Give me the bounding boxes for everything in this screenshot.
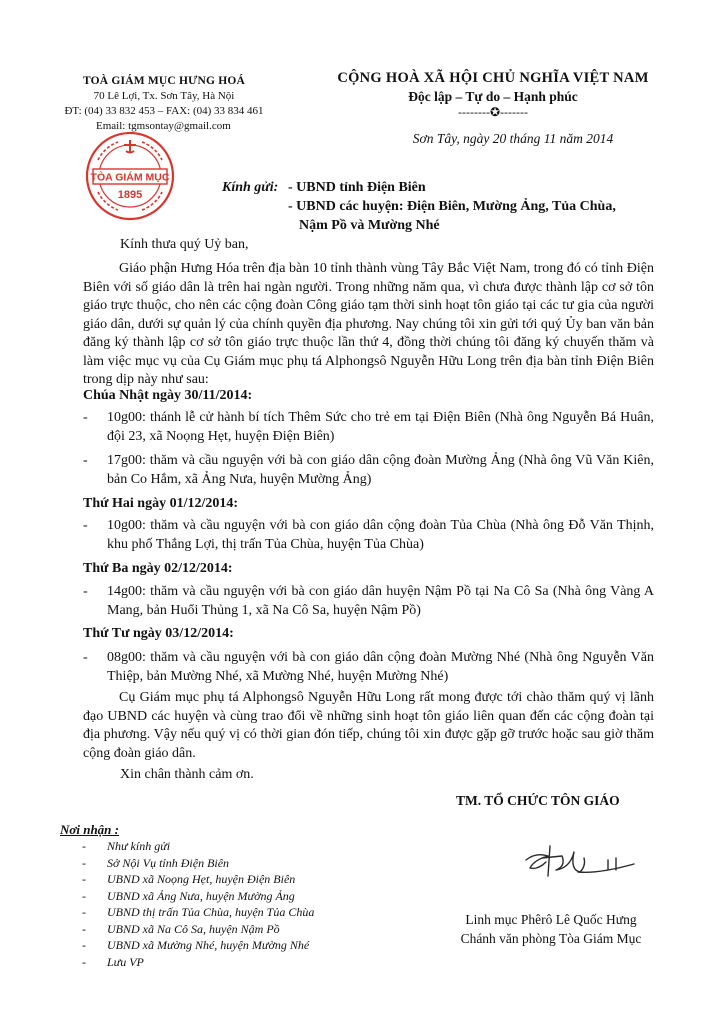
receiver-text: Như kính gửi bbox=[107, 839, 171, 853]
list-item: - UBND xã Noọng Hẹt, huyện Điện Biên bbox=[82, 872, 296, 886]
list-item: - UBND xã Mường Nhé, huyện Mường Nhé bbox=[82, 938, 310, 952]
sender-phone: ĐT: (04) 33 832 453 – FAX: (04) 33 834 461 bbox=[64, 105, 264, 117]
schedule-item: - 14g00: thăm và cầu nguyện với bà con giáo dân huyện Nậm Pồ tại Na Cô Sa (Nhà ông Vàng A Mang, bản Huổi Thủng 1, xã Na Cô Sa, huyện Nậm Pồ) bbox=[83, 583, 654, 620]
list-item: - UBND xã Na Cô Sa, huyện Nậm Pồ bbox=[82, 921, 280, 936]
seal-center-text: TÒA GIÁM MỤC bbox=[90, 171, 170, 184]
schedule-day-heading: Thứ Tư ngày 03/12/2014: bbox=[83, 626, 234, 641]
schedule-item: - 08g00: thăm và cầu nguyện với bà con giáo dân cộng đoàn Mường Nhé (Nhà ông Nguyễn Văn Thiệp, bản Mường Nhé, xã Mường Nhé, huyện Mường Nhé) bbox=[83, 649, 654, 686]
schedule-day-heading: Chúa Nhật ngày 30/11/2014: bbox=[83, 388, 253, 403]
nation-title: CỘNG HOÀ XÃ HỘI CHỦ NGHĨA VIỆT NAM bbox=[337, 70, 649, 86]
schedule-item-text: 10g00: thánh lễ cử hành bí tích Thêm Sức cho trẻ em tại Điện Biên (Nhà ông Nguyễn Bá Huân, đội 23, xã Noọng Hẹt, huyện Điện Biên) bbox=[107, 410, 654, 444]
list-item: - Lưu VP bbox=[82, 954, 144, 969]
list-item: - UBND xã Ảng Nưa, huyện Mường Ảng bbox=[82, 888, 295, 903]
schedule-item-text: 17g00: thăm và cầu nguyện với bà con giáo dân cộng đoàn Mường Ảng (Nhà ông Vũ Văn Kiên, bản Co Hắm, xã Ảng Nưa, huyện Mường Ảng) bbox=[107, 453, 654, 487]
sender-header bbox=[58, 74, 270, 134]
official-seal-stamp bbox=[84, 130, 176, 222]
schedule-item-text: 10g00: thăm và cầu nguyện với bà con giáo dân cộng đoàn Tủa Chùa (Nhà ông Đỗ Văn Thịnh, khu phố Thắng Lợi, thị trấn Tủa Chùa, huyện Tủa Chùa) bbox=[107, 518, 654, 552]
receiver-text: Lưu VP bbox=[107, 954, 144, 969]
receivers-list bbox=[60, 838, 314, 970]
sender-address: 70 Lê Lợi, Tx. Sơn Tây, Hà Nội bbox=[93, 90, 235, 102]
schedule-day-heading: Thứ Hai ngày 01/12/2014: bbox=[83, 496, 239, 511]
schedule-day-heading: Thứ Ba ngày 02/12/2014: bbox=[83, 561, 233, 576]
receiver-text: UBND xã Na Cô Sa, huyện Nậm Pồ bbox=[107, 921, 280, 936]
recipients-block bbox=[222, 178, 616, 235]
signer-org: TM. TỔ CHỨC TÔN GIÁO bbox=[456, 793, 620, 808]
date-line: Sơn Tây, ngày 20 tháng 11 năm 2014 bbox=[412, 131, 614, 146]
receiver-text: UBND xã Noọng Hẹt, huyện Điện Biên bbox=[107, 872, 296, 886]
signer-name-block bbox=[446, 910, 656, 948]
recipient-line: - UBND các huyện: Điện Biên, Mường Ảng, Tủa Chùa, bbox=[288, 199, 616, 214]
list-item: - Sở Nội Vụ tỉnh Điện Biên bbox=[82, 855, 230, 870]
receiver-text: Sở Nội Vụ tỉnh Điện Biên bbox=[107, 855, 230, 870]
salutation: Kính thưa quý Uỷ ban, bbox=[120, 237, 249, 252]
sender-org: TOÀ GIÁM MỤC HƯNG HOÁ bbox=[83, 75, 245, 87]
schedule-item-text: 14g00: thăm và cầu nguyện với bà con giáo dân huyện Nậm Pồ tại Na Cô Sa (Nhà ông Vàng A Mang, bản Huổi Thủng 1, xã Na Cô Sa, huyện Nậm Pồ) bbox=[107, 584, 654, 618]
receiver-text: UBND xã Ảng Nưa, huyện Mường Ảng bbox=[107, 888, 295, 903]
closing-paragraph: Cụ Giám mục phụ tá Alphongsô Nguyễn Hữu Long rất mong được tới chào thăm quý vị lãnh đạo UBND các huyện và cùng trao đổi về những sinh hoạt tôn giáo liên quan đến các cộng đoàn tại địa phương. Vậy nếu quý vị có thời gian đón tiếp, chúng tôi xin được gặp gỡ trước hoặc sau giờ thăm cộng đoàn giáo dân. bbox=[83, 690, 654, 761]
national-header bbox=[318, 70, 668, 120]
recipient-line: - UBND tỉnh Điện Biên bbox=[288, 180, 426, 195]
seal-year: 1895 bbox=[117, 189, 143, 201]
schedule-item-text: 08g00: thăm và cầu nguyện với bà con giáo dân cộng đoàn Mường Nhé (Nhà ông Nguyễn Văn Thiệp, bản Mường Nhé, xã Mường Nhé, huyện Mường Nhé) bbox=[107, 650, 654, 684]
thanks-line: Xin chân thành cảm ơn. bbox=[120, 767, 254, 782]
list-item: - Như kính gửi bbox=[82, 839, 171, 853]
handwritten-signature bbox=[520, 838, 650, 890]
list-item: - UBND thị trấn Tủa Chùa, huyện Tủa Chùa bbox=[82, 905, 315, 919]
schedule-item: - 10g00: thánh lễ cử hành bí tích Thêm Sức cho trẻ em tại Điện Biên (Nhà ông Nguyễn Bá Huân, đội 23, xã Noọng Hẹt, huyện Điện Biên) bbox=[83, 409, 654, 446]
signer-title: Chánh văn phòng Tòa Giám Mục bbox=[460, 931, 642, 946]
receiver-text: UBND thị trấn Tủa Chùa, huyện Tủa Chùa bbox=[107, 905, 315, 919]
national-motto: Độc lập – Tự do – Hạnh phúc bbox=[408, 89, 578, 104]
recipients-label: Kính gửi: bbox=[222, 180, 279, 195]
signer-name: Linh mục Phêrô Lê Quốc Hưng bbox=[465, 912, 637, 927]
receiver-text: UBND xã Mường Nhé, huyện Mường Nhé bbox=[107, 938, 310, 952]
recipient-line: Nậm Pồ và Mường Nhé bbox=[299, 218, 440, 233]
schedule-item: - 17g00: thăm và cầu nguyện với bà con giáo dân cộng đoàn Mường Ảng (Nhà ông Vũ Văn Kiên, bản Co Hắm, xã Ảng Nưa, huyện Mường Ảng) bbox=[83, 452, 654, 489]
schedule-item: - 10g00: thăm và cầu nguyện với bà con giáo dân cộng đoàn Tủa Chùa (Nhà ông Đỗ Văn Thịnh, khu phố Thắng Lợi, thị trấn Tủa Chùa, huyện Tủa Chùa) bbox=[83, 517, 654, 554]
intro-paragraph: Giáo phận Hưng Hóa trên địa bàn 10 tỉnh thành vùng Tây Bắc Việt Nam, trong đó có tỉnh Điện Biên với số giáo dân là trên hai ngàn người. Trong những năm qua, vì chưa được thành lập cơ sở tôn giáo trực thuộc, cho nên các cộng đoàn Công giáo tạm thời sinh hoạt tôn giáo tại các tư gia của người giáo dân, dưới sự quản lý của chính quyền địa phương. Nay chúng tôi xin gửi tới quý Ủy ban văn bản đăng ký thành lập cơ sở tôn giáo trực thuộc lần thứ 4, đồng thời chúng tôi đăng ký chuyến thăm và làm việc mục vụ của Cụ Giám mục phụ tá Alphongsô Nguyễn Hữu Long trên địa bàn tỉnh Điện Biên trong dịp này như sau: bbox=[83, 261, 654, 387]
sender-email: Email: tgmsontay@gmail.com bbox=[96, 120, 231, 132]
receivers-title: Nơi nhận : bbox=[60, 822, 119, 837]
header-separator: --------✪------- bbox=[458, 105, 528, 119]
